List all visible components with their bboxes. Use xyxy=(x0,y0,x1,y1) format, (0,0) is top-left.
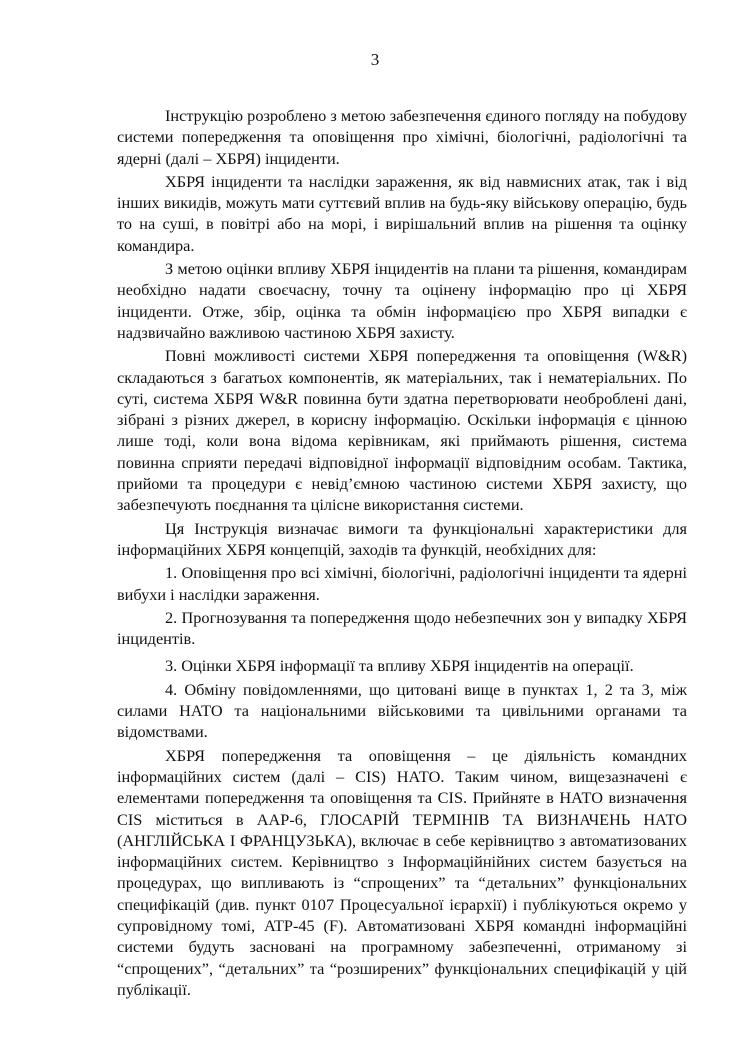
list-item-2: 2. Прогнозування та попередження щодо небезпечних зон у випадку ХБРЯ інцидентів. xyxy=(117,607,687,649)
list-item-3: 3. Оцінки ХБРЯ інформації та впливу ХБРЯ інцидентів на операції. xyxy=(165,656,634,676)
paragraph-purpose: Інструкцію розроблено з метою забезпечення єдиного погляду на побудову системи попередження та оповіщення про хімічні, біологічні, радіологічні та ядерні (далі – ХБРЯ) інциденти. xyxy=(117,106,687,168)
paragraph-assessment: З метою оцінки впливу ХБРЯ інцидентів на плани та рішення, командирам необхідно надати своєчасну, точну та оцінену інформацію про ці ХБРЯ інциденти. Отже, збір, оцінка та обмін інформацією про ХБРЯ випадки є надзвичайно важливою частиною ХБРЯ захисту. xyxy=(117,259,687,342)
list-item-1: 1. Оповіщення про всі хімічні, біологічні, радіологічні інциденти та ядерні вибухи і наслідки зараження. xyxy=(117,563,687,604)
page-number: 3 xyxy=(370,50,380,69)
body-text xyxy=(117,105,687,1000)
paragraph-incidents-impact: ХБРЯ інциденти та наслідки зараження, як від навмисних атак, так і від інших викидів, можуть мати суттєвий вплив на будь-яку військову операцію, будь то на суші, в повітрі або на морі, і вирішальний вплив на рішення та оцінку командира. xyxy=(117,171,687,255)
paragraph-wr-capabilities: Повні можливості системи ХБРЯ попередження та оповіщення (W&R) складаються з багатьох компонентів, як матеріальних, так і нематеріальних. По суті, система ХБРЯ W&R повинна бути здатна перетворювати необроблені дані, зібрані з різних джерел, в корисну інформацію. Оскільки інформація є цінною лише тоді, коли вона відома керівникам, які приймають рішення, система повинна сприяти передачі відповідної інформації відповідним особам. Тактика, прийоми та процедури є невід’ємною частиною системи ХБРЯ захисту, що забезпечують поєднання та цілісне використання системи. xyxy=(117,346,687,515)
paragraph-requirements-intro: Ця Інструкція визначає вимоги та функціональні характеристики для інформаційних ХБРЯ концепцій, заходів та функцій, необхідних для: xyxy=(117,518,687,559)
paragraph-cis: ХБРЯ попередження та оповіщення – це діяльність командних інформаційних систем (далі – CIS) НАТО. Таким чином, вищезазначені є елементами попередження та оповіщення та CIS. Прийняте в НАТО визначення CIS міститься в AAP-6, ГЛОСАРІЙ ТЕРМІНІВ ТА ВИЗНАЧЕНЬ НАТО (АНГЛІЙСЬКА І ФРАНЦУЗЬКА), включає в себе керівництво з автоматизованих інформаційних систем. Керівництво з Інформаційнійних систем базується на процедурах, що випливають із “спрощених” та “детальних” функціональних специфікацій (див. пункт 0107 Процесуальної ієрархії) і публікуються окремо у супровідному томі, ATP-45 (F). Автоматизовані ХБРЯ командні інформаційні системи будуть засновані на програмному забезпеченні, отриманому зі “спрощених”, “детальних” та “розширених” функціональних специфікацій у цій публікації. xyxy=(117,745,687,999)
list-item-4: 4. Обміну повідомленнями, що цитовані вище в пунктах 1, 2 та 3, між силами НАТО та національними військовими та цивільними органами та відомствами. xyxy=(117,679,687,742)
